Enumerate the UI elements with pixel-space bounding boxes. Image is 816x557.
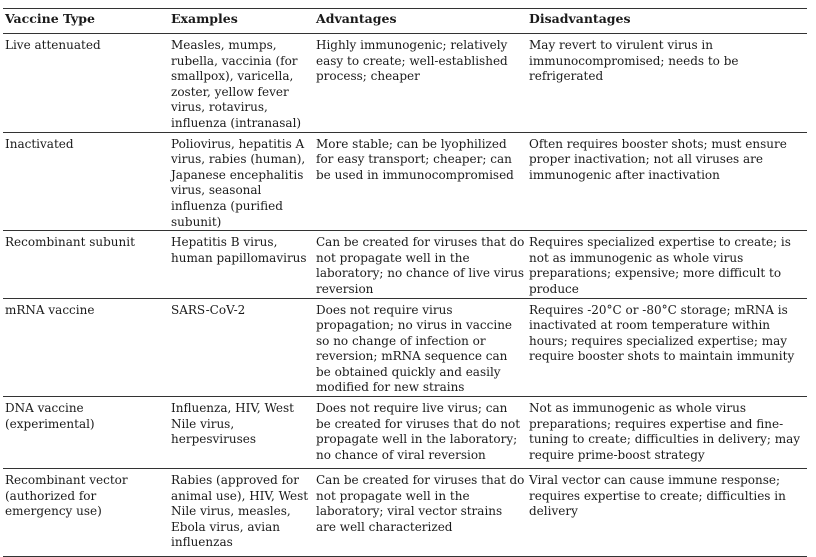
cell-vaccine-type: Inactivated [3, 132, 169, 231]
cell-advantages: Highly immunogenic; relatively easy to create; well-established process; cheaper [314, 34, 527, 133]
vaccine-comparison-table [3, 8, 807, 557]
header-advantages: Advantages [314, 9, 527, 34]
cell-examples: Hepatitis B virus, human papillomavirus [169, 231, 314, 298]
table-row [3, 298, 807, 397]
cell-advantages: Does not require virus propagation; no virus in vaccine so no change of infection or reversion; mRNA sequence can be obtained quickly and easily modified for new strains [314, 298, 527, 397]
cell-disadvantages: Viral vector can cause immune response; requires expertise to create; difficulties in delivery [527, 469, 807, 557]
cell-disadvantages: Requires -20°C or -80°C storage; mRNA is inactivated at room temperature within hours; requires specialized expertise; may require booster shots to maintain immunity [527, 298, 807, 397]
cell-examples: Measles, mumps, rubella, vaccinia (for smallpox), varicella, zoster, yellow fever virus, rotavirus, influenza (intranasal) [169, 34, 314, 133]
table-row [3, 469, 807, 557]
table-row [3, 34, 807, 133]
cell-vaccine-type: Recombinant vector (authorized for emergency use) [3, 469, 169, 557]
cell-advantages: Does not require live virus; can be created for viruses that do not propagate well in the laboratory; no chance of viral reversion [314, 397, 527, 469]
table-row [3, 132, 807, 231]
cell-vaccine-type: Live attenuated [3, 34, 169, 133]
cell-disadvantages: Not as immunogenic as whole virus preparations; requires expertise and fine-tuning to create; difficulties in delivery; may require prime-boost strategy [527, 397, 807, 469]
cell-examples: Influenza, HIV, West Nile virus, herpesviruses [169, 397, 314, 469]
cell-advantages: More stable; can be lyophilized for easy transport; cheaper; can be used in immunocompromised [314, 132, 527, 231]
cell-examples: SARS-CoV-2 [169, 298, 314, 397]
cell-examples: Poliovirus, hepatitis A virus, rabies (human), Japanese encephalitis virus, seasonal influenza (purified subunit) [169, 132, 314, 231]
cell-vaccine-type: Recombinant subunit [3, 231, 169, 298]
cell-disadvantages: May revert to virulent virus in immunocompromised; needs to be refrigerated [527, 34, 807, 133]
header-row [3, 9, 807, 34]
header-disadvantages: Disadvantages [527, 9, 807, 34]
cell-vaccine-type: DNA vaccine (experimental) [3, 397, 169, 469]
table-row [3, 231, 807, 298]
cell-disadvantages: Requires specialized expertise to create; is not as immunogenic as whole virus preparations; expensive; more difficult to produce [527, 231, 807, 298]
cell-examples: Rabies (approved for animal use), HIV, West Nile virus, measles, Ebola virus, avian influenzas [169, 469, 314, 557]
header-examples: Examples [169, 9, 314, 34]
header-vaccine-type: Vaccine Type [3, 9, 169, 34]
cell-disadvantages: Often requires booster shots; must ensure proper inactivation; not all viruses are immunogenic after inactivation [527, 132, 807, 231]
cell-advantages: Can be created for viruses that do not propagate well in the laboratory; viral vector strains are well characterized [314, 469, 527, 557]
cell-vaccine-type: mRNA vaccine [3, 298, 169, 397]
table-row [3, 397, 807, 469]
cell-advantages: Can be created for viruses that do not propagate well in the laboratory; no chance of live virus reversion [314, 231, 527, 298]
